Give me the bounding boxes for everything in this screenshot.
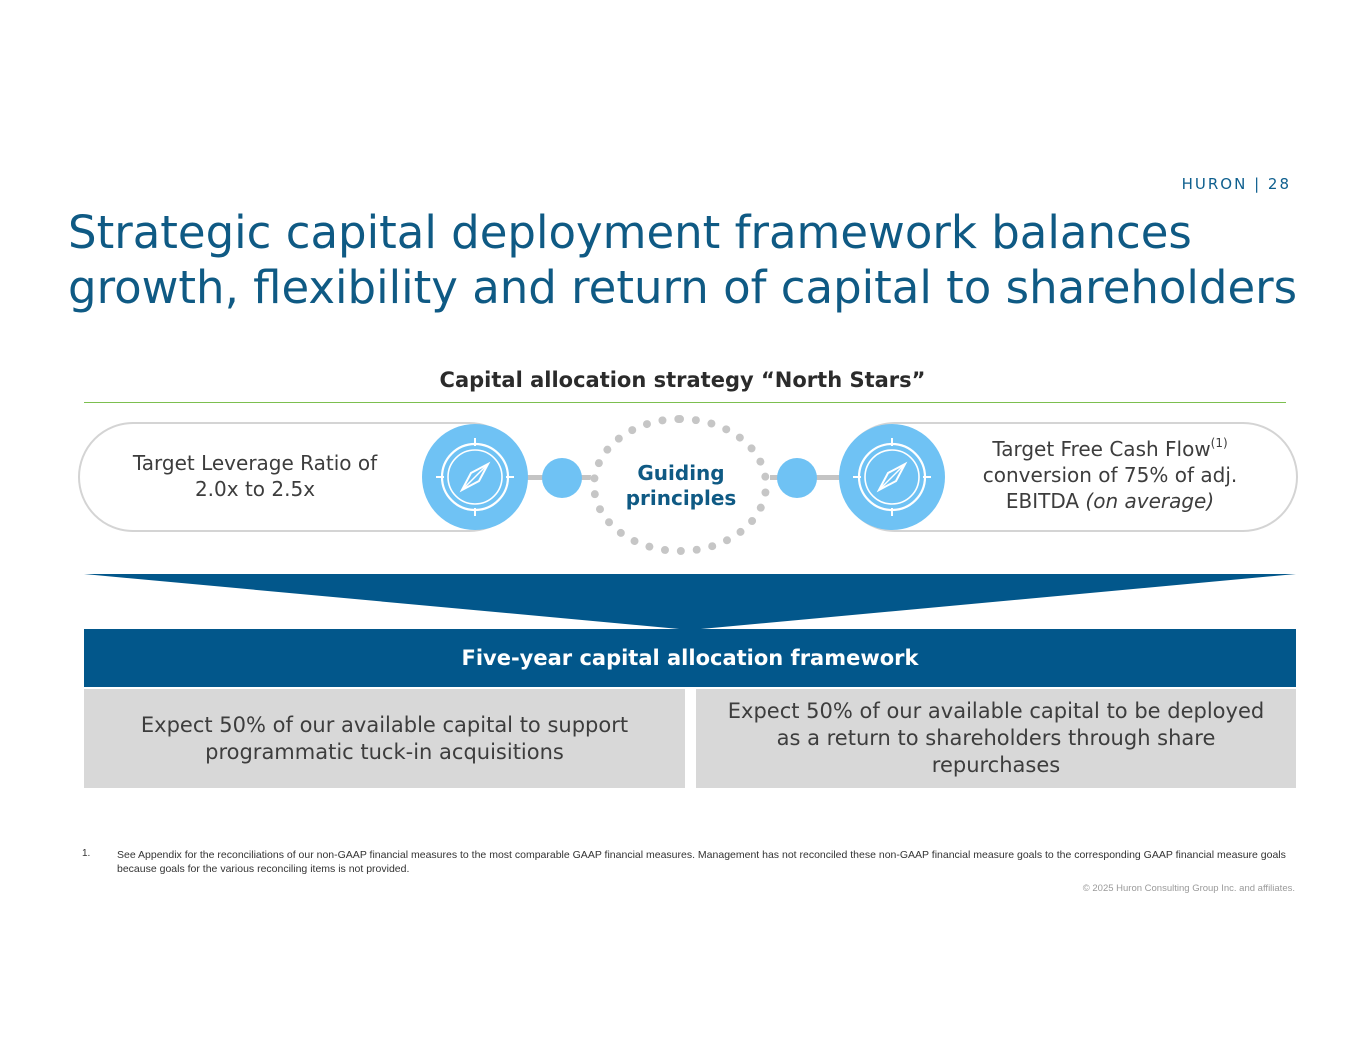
header-brand: HURON | 28	[1181, 175, 1291, 193]
cash-flow-target-text	[955, 436, 1265, 514]
footnote-number: 1.	[82, 848, 91, 859]
leverage-target-text: Target Leverage Ratio of 2.0x to 2.5x	[132, 451, 378, 501]
section-divider	[84, 402, 1286, 403]
repurchases-text: Expect 50% of our available capital to be deployed as a return to shareholders through share repurchases	[727, 699, 1265, 777]
compass-icon	[422, 424, 528, 530]
acquisitions-text: Expect 50% of our available capital to support programmatic tuck-in acquisitions	[140, 712, 629, 764]
connector-dot-left	[542, 458, 582, 498]
guiding-principles-label: Guiding principles	[625, 461, 737, 510]
page-title: Strategic capital deployment framework balances growth, flexibility and return of capital to shareholders	[68, 206, 1298, 314]
compass-icon-graphic	[839, 424, 945, 530]
framework-bar: Five-year capital allocation framework	[84, 629, 1296, 687]
repurchases-box	[696, 689, 1296, 788]
funnel-arrow	[84, 574, 1296, 630]
cash-flow-text-main: Target Free Cash Flow	[992, 437, 1211, 461]
acquisitions-box	[84, 689, 685, 788]
section-heading: Capital allocation strategy “North Stars”	[439, 368, 926, 392]
connector-dot-right	[777, 458, 817, 498]
compass-icon	[839, 424, 945, 530]
cash-flow-text-italic: (on average)	[1085, 489, 1215, 513]
compass-icon-graphic	[422, 424, 528, 530]
copyright: © 2025 Huron Consulting Group Inc. and affiliates.	[1082, 883, 1295, 894]
footnote-text: See Appendix for the reconciliations of our non-GAAP financial measures to the most comparable GAAP financial measures. Management has not reconciled these non-GAAP financial measure goals to the corresponding GAAP financial measure goals because goals for the various reconciling items is not provided.	[117, 849, 1286, 875]
footnote-marker: (1)	[1210, 436, 1228, 450]
cash-flow-text-rest: conversion of 75% of adj. EBITDA	[982, 463, 1238, 513]
